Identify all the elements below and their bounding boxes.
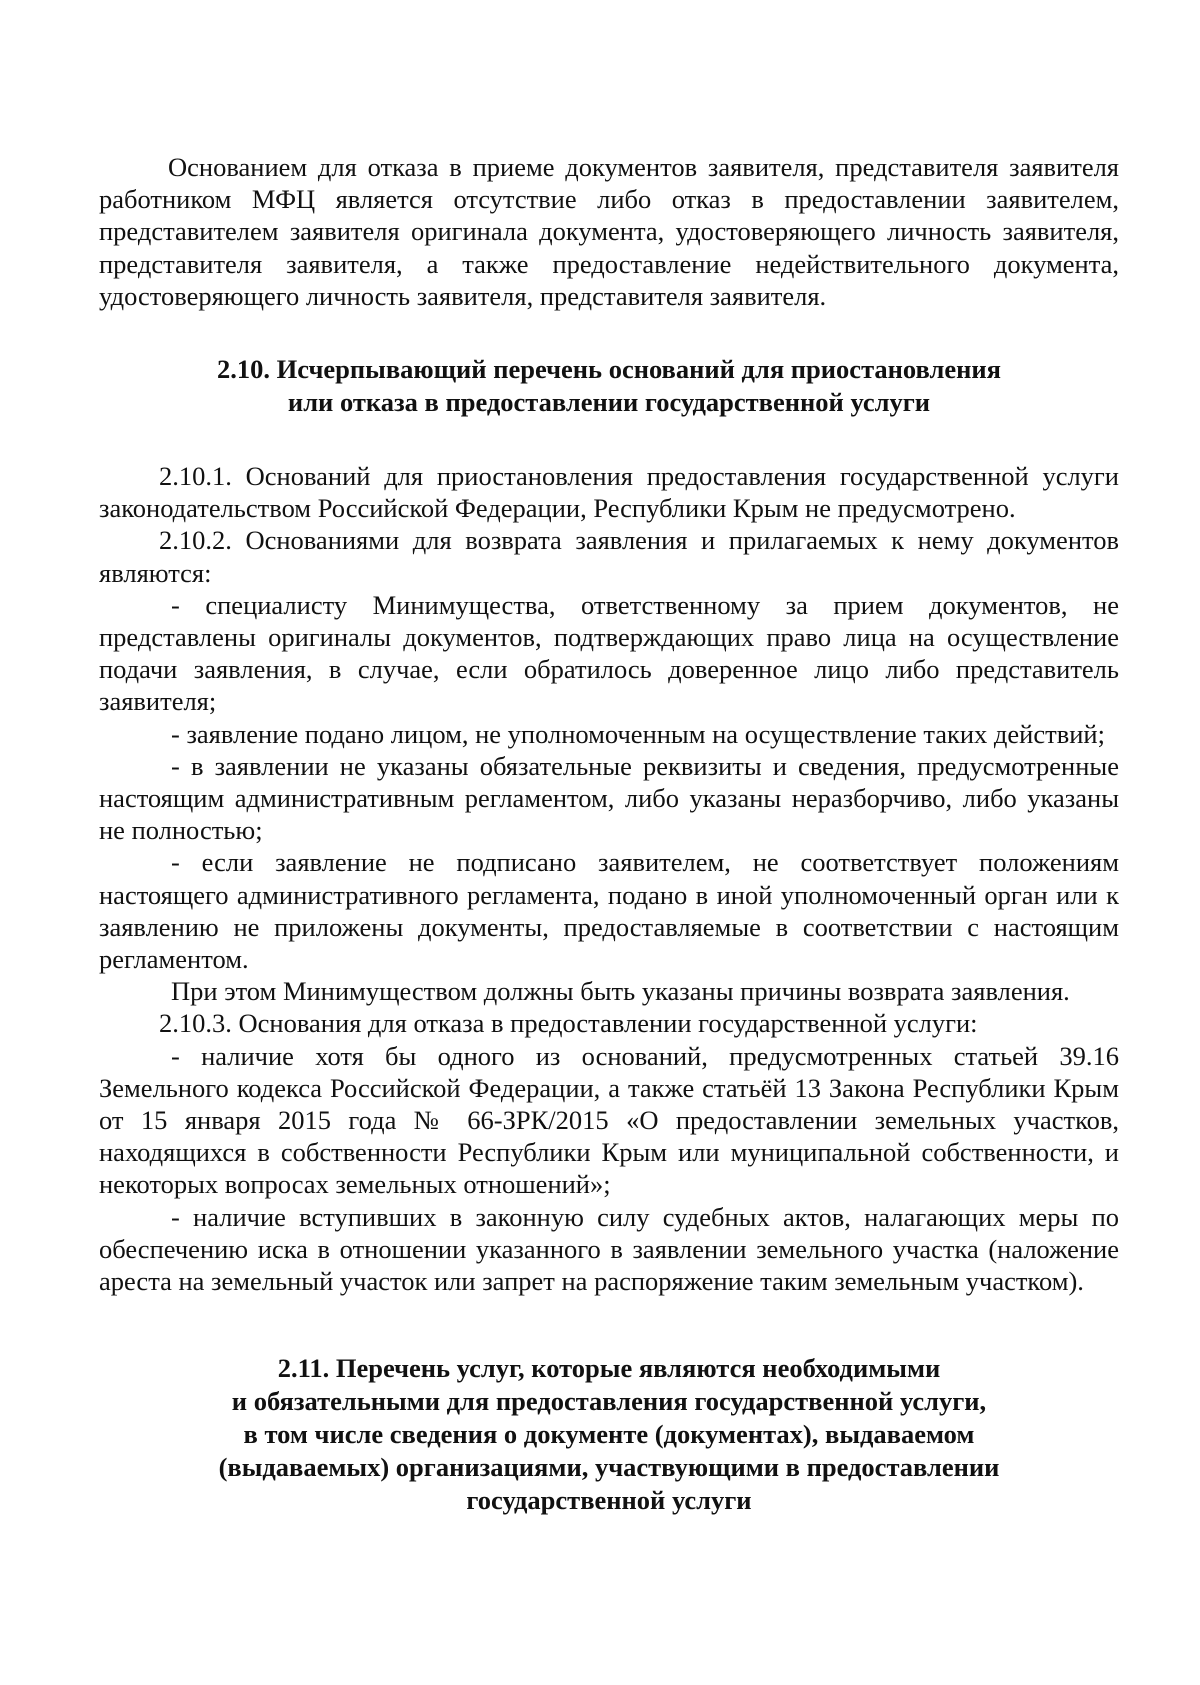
section-heading-2-11-line1: 2.11. Перечень услуг, которые являются необходимыми bbox=[277, 1353, 941, 1384]
list-item-missing-requisites: - в заявлении не указаны обязательные реквизиты и сведения, предусмотренные настоящим административным регламентом, либо указаны неразборчиво, либо указаны не полностью; bbox=[99, 750, 1119, 846]
list-item-unauthorized-person: - заявление подано лицом, не уполномоченным на осуществление таких действий; bbox=[171, 718, 1105, 749]
paragraph-2-10-3: 2.10.3. Основания для отказа в предоставлении государственной услуги: bbox=[159, 1008, 978, 1039]
section-heading-2-11-line5: государственной услуги bbox=[466, 1485, 752, 1516]
section-heading-2-10 bbox=[99, 353, 1119, 419]
document-body bbox=[99, 151, 1119, 1517]
section-heading-2-11-line2: и обязательными для предоставления государственной услуги, bbox=[231, 1386, 987, 1417]
paragraph-2-10-1: 2.10.1. Оснований для приостановления предоставления государственной услуги законодательством Российской Федерации, Республики Крым не предусмотрено. bbox=[99, 461, 1119, 524]
list-item-originals-not-presented: - специалисту Минимущества, ответственному за прием документов, не представлены оригиналы документов, подтверждающих право лица на осуществление подачи заявления, в случае, если обратилось доверенное лицо либо представитель заявителя; bbox=[99, 589, 1119, 717]
list-item-not-signed: - если заявление не подписано заявителем, не соответствует положениям настоящего административного регламента, подано в иной уполномоченный орган или к заявлению не приложены документы, предоставляемые в соответствии с настоящим регламентом. bbox=[99, 847, 1119, 975]
section-heading-2-11 bbox=[99, 1352, 1119, 1517]
section-heading-2-11-line3: в том числе сведения о документе (документах), выдаваемом bbox=[243, 1419, 975, 1450]
list-item-court-acts: - наличие вступивших в законную силу судебных актов, налагающих меры по обеспечению иска в отношении указанного в заявлении земельного участка (наложение ареста на земельный участок или запрет на распоряжение таким земельным участком). bbox=[99, 1201, 1119, 1297]
paragraph-2-10-2: 2.10.2. Основаниями для возврата заявления и прилагаемых к нему документов являются: bbox=[99, 525, 1119, 588]
section-heading-2-10-line2: или отказа в предоставлении государственной услуги bbox=[287, 387, 931, 418]
list-item-land-code-grounds: - наличие хотя бы одного из оснований, предусмотренных статьей 39.16 Земельного кодекса Российской Федерации, а также статьёй 13 Закона Республики Крым от 15 января 2015 года № 66-ЗРК/2015 «О предоставлении земельных участков, находящихся в собственности Республики Крым или муниципальной собственности, и некоторых вопросах земельных отношений»; bbox=[99, 1040, 1119, 1200]
section-heading-2-10-line1: 2.10. Исчерпывающий перечень оснований для приостановления bbox=[216, 354, 1001, 385]
section-heading-2-11-line4: (выдаваемых) организациями, участвующими в предоставлении bbox=[218, 1452, 1000, 1483]
paragraph-refusal-grounds-mfc: Основанием для отказа в приеме документов заявителя, представителя заявителя работником МФЦ является отсутствие либо отказ в предоставлении заявителем, представителем заявителя оригинала документа, удостоверяющего личность заявителя, представителя заявителя, а также предоставление недействительного документа, удостоверяющего личность заявителя, представителя заявителя. bbox=[99, 152, 1119, 311]
paragraph-return-reasons-note: При этом Минимуществом должны быть указаны причины возврата заявления. bbox=[171, 976, 1070, 1007]
